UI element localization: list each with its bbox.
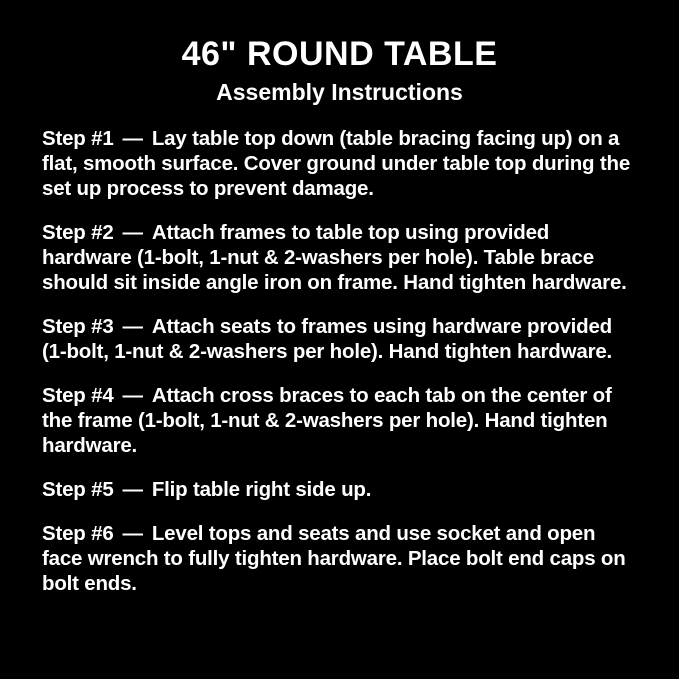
step-6-dash: — [122,522,143,545]
step-6-label: Step #6 [42,522,114,545]
step-2-text: Attach frames to table top using provided hardware (1-bolt, 1-nut & 2-washers per hole). Table brace should sit inside angle iron on frame. Hand tighten hardware. [42,221,627,294]
step-4-text: Attach cross braces to each tab on the center of the frame (1-bolt, 1-nut & 2-washers per hole). Hand tighten hardware. [42,384,612,457]
step-2-dash: — [122,221,143,244]
step-3-dash: — [122,315,143,338]
step-4 [42,383,641,458]
step-3-label: Step #3 [42,315,114,338]
step-5 [42,477,641,502]
page-subtitle: Assembly Instructions [216,79,463,105]
step-1-dash: — [122,127,143,150]
step-6-text: Level tops and seats and use socket and open face wrench to fully tighten hardware. Place bolt end caps on bolt ends. [42,522,626,595]
step-6 [42,521,641,596]
step-5-label: Step #5 [42,478,114,501]
step-1 [42,126,641,201]
step-3-text: Attach seats to frames using hardware provided (1-bolt, 1-nut & 2-washers per hole). Hand tighten hardware. [42,315,613,363]
step-5-dash: — [122,478,143,501]
steps-list [0,106,679,596]
step-4-dash: — [122,384,143,407]
step-4-label: Step #4 [42,384,114,407]
step-3 [42,314,641,364]
header [0,0,679,106]
step-2 [42,220,641,295]
step-2-label: Step #2 [42,221,114,244]
step-1-label: Step #1 [42,127,114,150]
page-title: 46" ROUND TABLE [181,35,498,73]
step-1-text: Lay table top down (table bracing facing up) on a flat, smooth surface. Cover ground under table top during the set up process to prevent damage. [42,127,631,200]
step-5-text: Flip table right side up. [151,478,372,501]
